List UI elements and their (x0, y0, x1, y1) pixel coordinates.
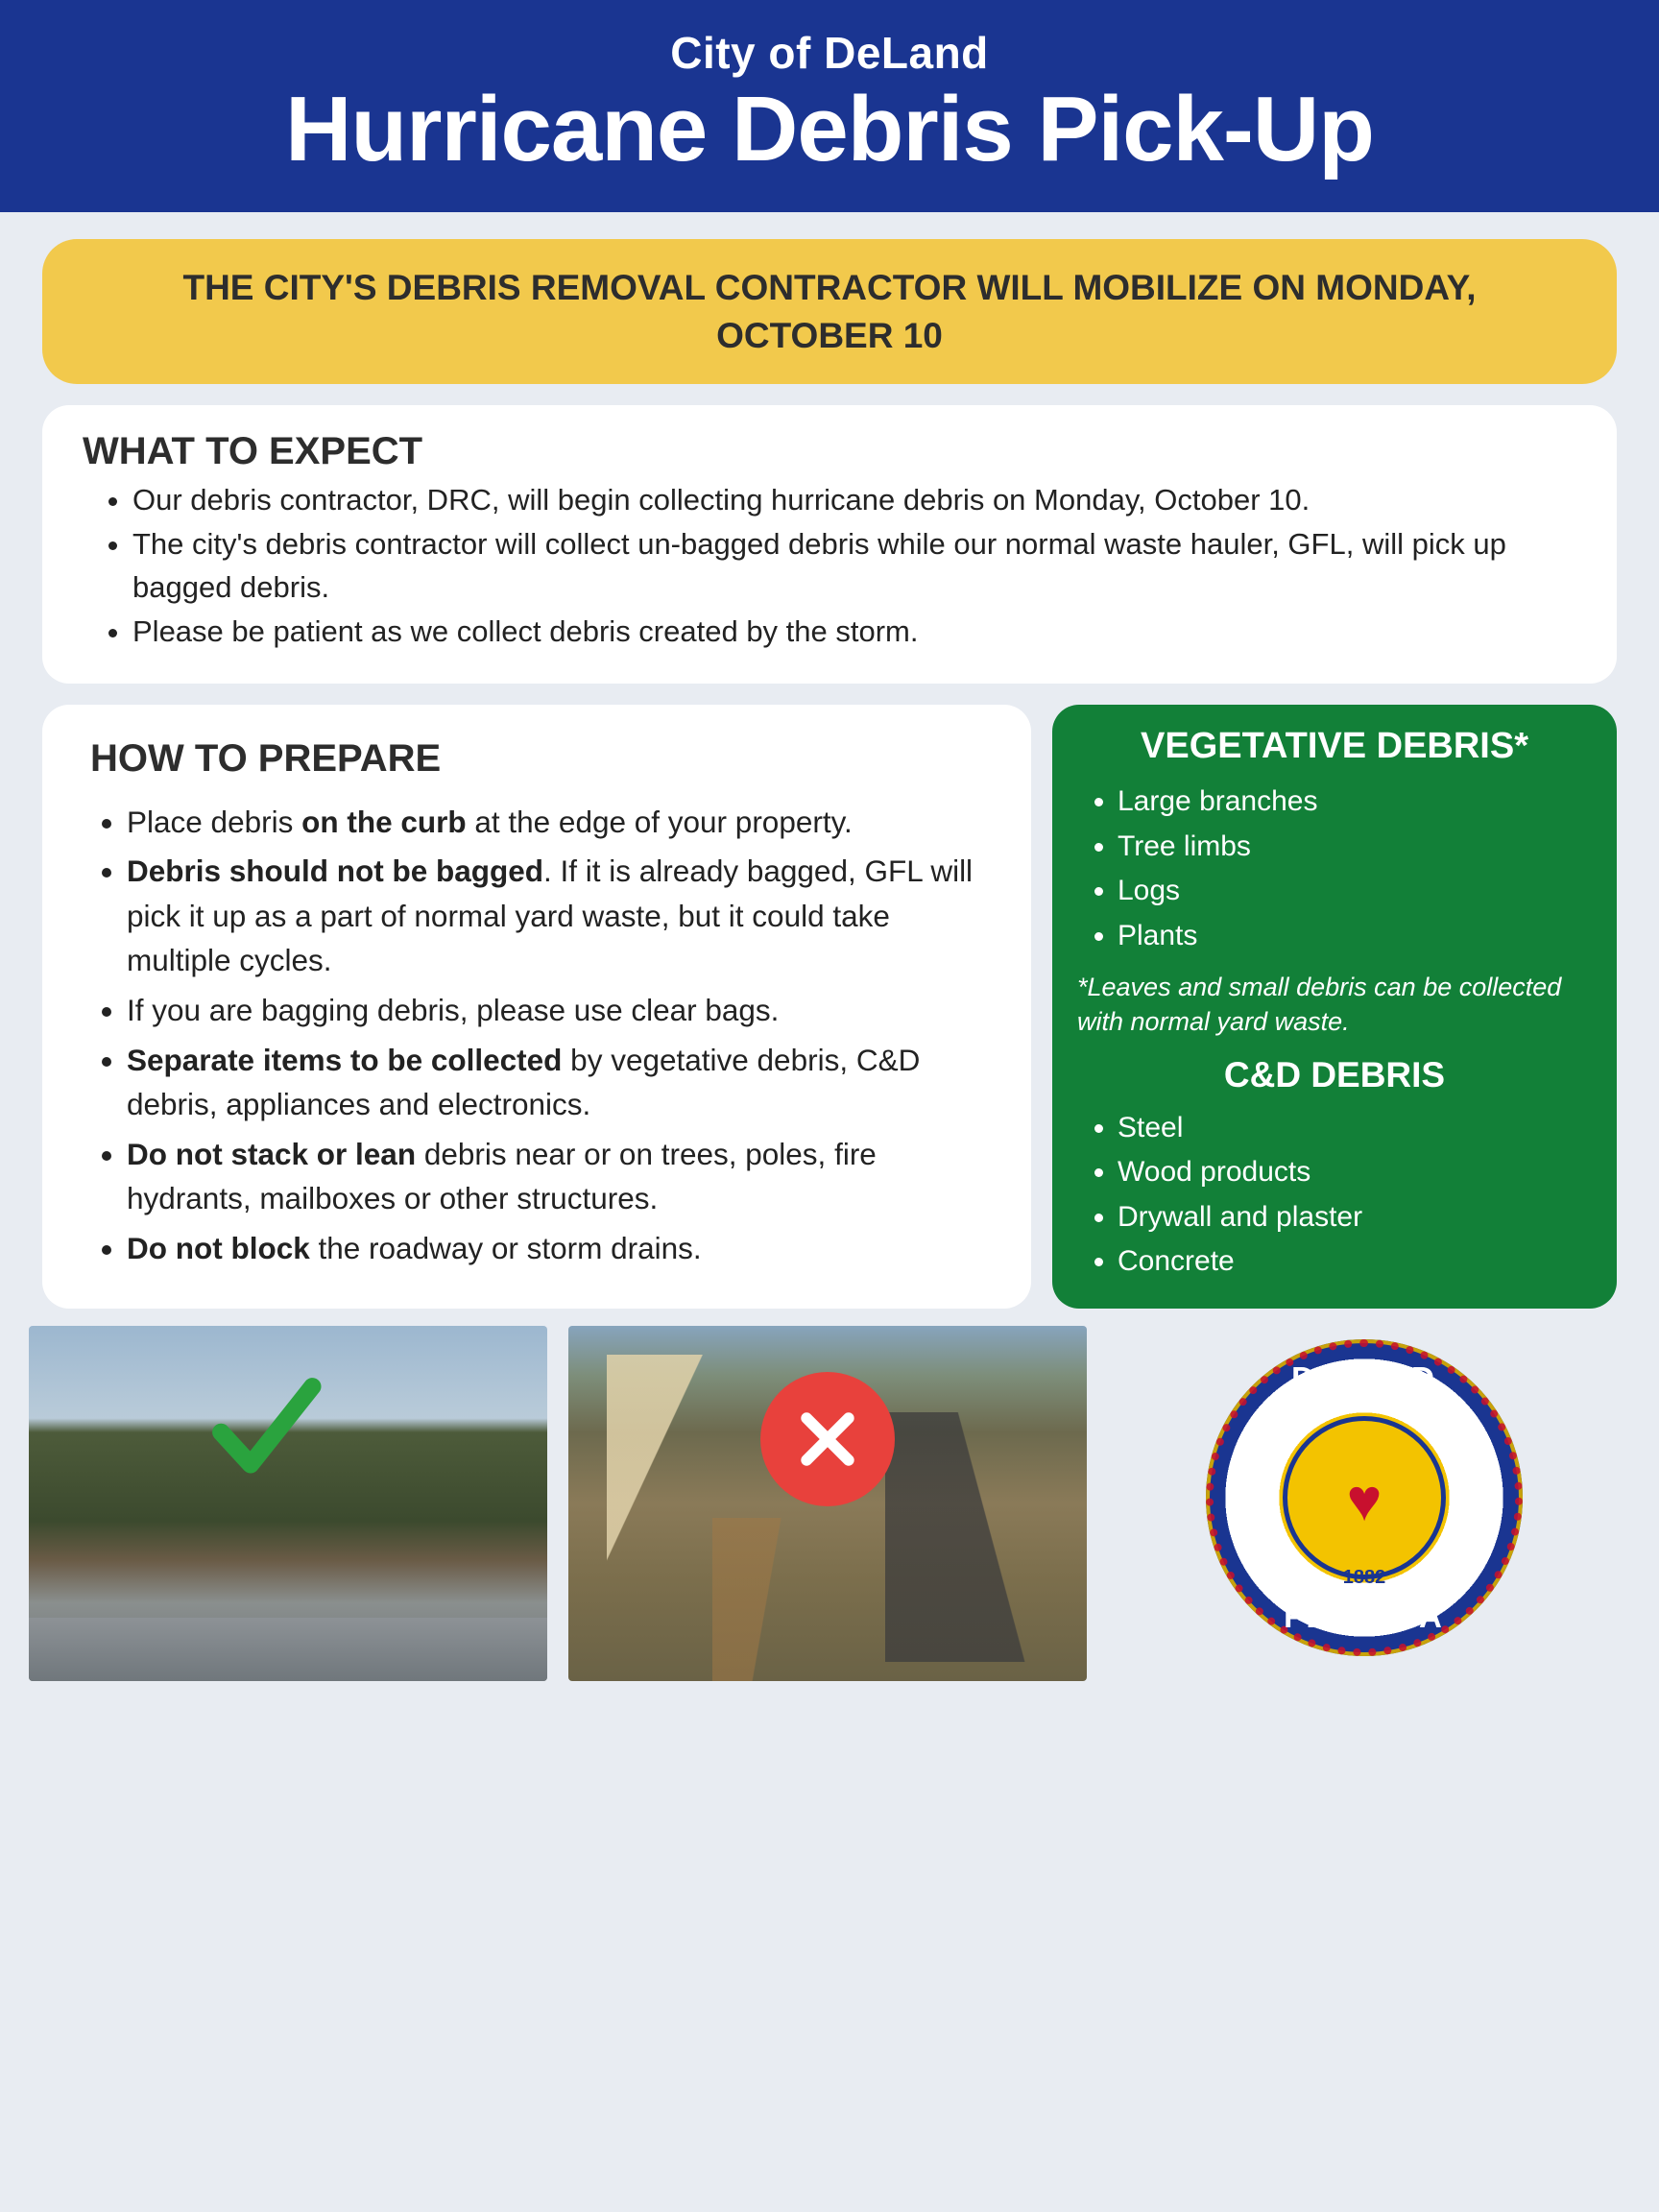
mobilization-banner (42, 239, 1617, 385)
list-item: • The city's debris contractor will collect un-bagged debris while our normal waste hauler, GFL, will pick up bagged debris. (132, 523, 1582, 608)
list-item: • Tree limbs (1118, 826, 1592, 868)
prepare-strong-1: Debris should not be bagged (127, 854, 544, 889)
prepare-rest-5: the roadway or storm drains. (309, 1231, 702, 1266)
list-item: • Concrete (1118, 1240, 1592, 1283)
list-item: • Steel (1118, 1107, 1592, 1149)
list-item (127, 988, 1002, 1033)
how-to-prepare-card (42, 705, 1031, 1309)
list-item: • Plants (1118, 915, 1592, 957)
seal-bottom-text: FLORIDA (1284, 1598, 1445, 1634)
vegetative-debris-title: VEGETATIVE DEBRIS* (1141, 725, 1528, 766)
list-item (127, 1132, 1002, 1221)
prepare-strong-4: Do not stack or lean (127, 1136, 417, 1171)
banner-text: THE CITY'S DEBRIS REMOVAL CONTRACTOR WILL MOBILIZE ON MONDAY, OCTOBER 10 (182, 267, 1477, 355)
prepare-strong-5: Do not block (127, 1231, 310, 1266)
seal-top-text: DeLAND (1291, 1359, 1437, 1396)
what-to-expect-title: WHAT TO EXPECT (83, 430, 423, 473)
list-item: • Drywall and plaster (1118, 1196, 1592, 1238)
what-to-expect-list (77, 479, 1582, 652)
prepare-strong-3: Separate items to be collected (127, 1042, 563, 1077)
list-item: • Large branches (1118, 781, 1592, 823)
seal-year: 1882 (1342, 1566, 1386, 1588)
cd-debris-list (1077, 1107, 1592, 1283)
list-item (127, 800, 1002, 845)
list-item: • Wood products (1118, 1151, 1592, 1193)
vegetative-debris-note: *Leaves and small debris can be collected with normal yard waste. (1077, 973, 1562, 1037)
prepare-lead-0: Place debris (127, 804, 302, 839)
prepare-rest-4: debris near or on trees, poles, fire hydrants, mailboxes or other structures. (127, 1136, 877, 1216)
city-seal (1206, 1339, 1523, 1656)
what-to-expect-container (0, 384, 1659, 683)
list-item: • Our debris contractor, DRC, will begin collecting hurricane debris on Monday, October 10. (132, 479, 1582, 521)
prepare-rest-2: If you are bagging debris, please use clear bags. (127, 992, 780, 1027)
list-item (127, 1226, 1002, 1271)
page-header (0, 0, 1659, 212)
list-item: • Please be patient as we collect debris created by the storm. (132, 611, 1582, 653)
vegetative-debris-list (1077, 781, 1592, 956)
seal-container (1108, 1326, 1659, 1656)
list-item (127, 1038, 1002, 1127)
checkmark-icon (197, 1362, 331, 1497)
city-name: City of DeLand (670, 28, 989, 78)
debris-types-panel (1052, 705, 1617, 1309)
cd-debris-title: C&D DEBRIS (1223, 1054, 1446, 1094)
what-to-expect-card (42, 405, 1617, 683)
middle-row (0, 684, 1659, 1309)
seal-inner-emblem (1283, 1416, 1446, 1579)
photo-correct-debris (29, 1326, 547, 1681)
prepare-rest-0: at the edge of your property. (466, 804, 853, 839)
list-item: • Logs (1118, 870, 1592, 912)
prepare-strong-0: on the curb (301, 804, 467, 839)
page-title: Hurricane Debris Pick-Up (285, 77, 1374, 180)
cross-icon (760, 1372, 895, 1506)
prepare-rest-3: by vegetative debris, C&D debris, appliances and electronics. (127, 1042, 921, 1122)
banner-container (0, 212, 1659, 385)
list-item (127, 849, 1002, 983)
prepare-rest-1: . If it is already bagged, GFL will pick it up as a part of normal yard waste, but it could take multiple cycles. (127, 854, 974, 978)
bottom-row (0, 1309, 1659, 1681)
how-to-prepare-title: HOW TO PREPARE (90, 736, 442, 780)
photo-incorrect-debris (568, 1326, 1087, 1681)
how-to-prepare-list (71, 800, 1002, 1271)
